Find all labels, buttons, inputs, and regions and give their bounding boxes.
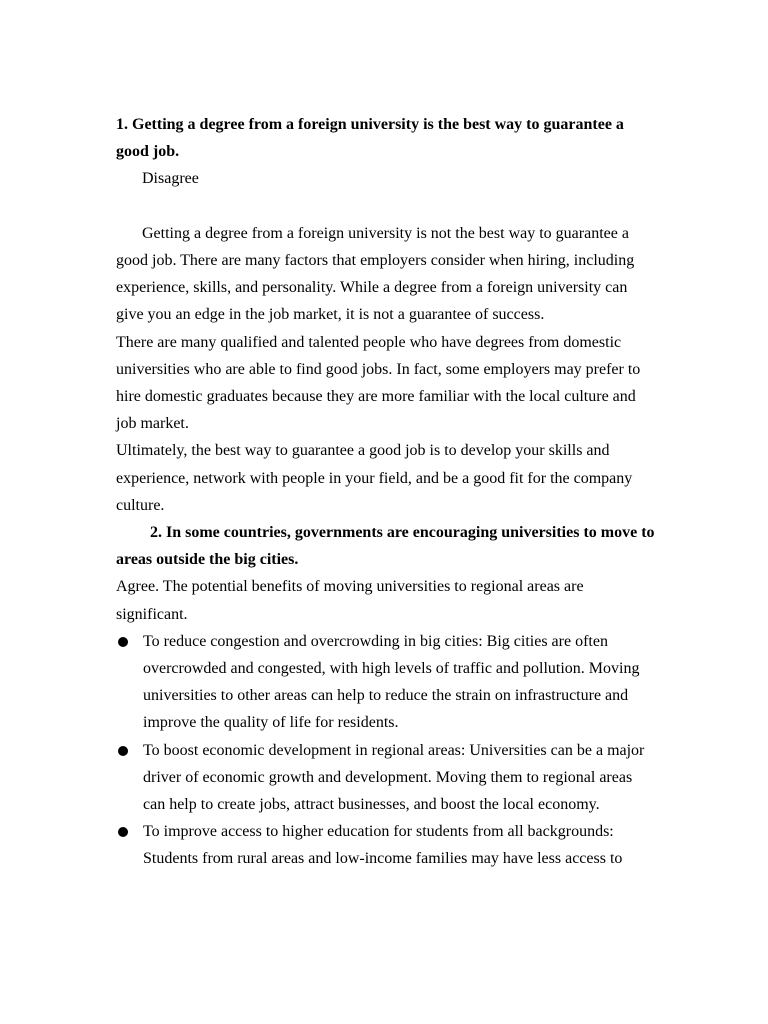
- list-item-text: To reduce congestion and overcrowding in big cities: Big cities are often overcrowded and congested, with high levels of traffic and pollution. Moving universities to other areas can help to reduce the strain on infrastructure and improve the quality of life for residents.: [143, 632, 640, 732]
- bullet-icon: [118, 637, 128, 647]
- question-2-heading: 2. In some countries, governments are encouraging universities to move to areas outside the big cities.: [116, 524, 655, 569]
- question-1-paragraph: Getting a degree from a foreign university is not the best way to guarantee a good job. There are many factors that employers consider when hiring, including experience, skills, and personality. While a degree from a foreign university can give you an edge in the job market, it is not a guarantee of success.: [116, 224, 635, 324]
- paragraph-spacer: [116, 193, 656, 220]
- benefits-list: [116, 628, 656, 873]
- question-1-paragraph: Ultimately, the best way to guarantee a good job is to develop your skills and experience, network with people in your field, and be a good fit for the company culture.: [116, 442, 633, 514]
- question-2-intro: Agree. The potential benefits of moving universities to regional areas are significant.: [116, 578, 584, 623]
- document-page: [116, 111, 656, 873]
- question-1-heading: 1. Getting a degree from a foreign university is the best way to guarantee a good job.: [116, 116, 624, 161]
- list-item-text: To boost economic development in regional areas: Universities can be a major driver of economic growth and development. Moving them to regional areas can help to create jobs, attract businesses, and boost the local economy.: [143, 741, 645, 814]
- list-item: [116, 737, 656, 819]
- question-1-answer: Disagree: [142, 170, 199, 188]
- bullet-icon: [118, 827, 128, 837]
- bullet-icon: [118, 746, 128, 756]
- list-item: [116, 628, 656, 737]
- list-item-text: To improve access to higher education for students from all backgrounds: Students from rural areas and low-income families may have less access to: [143, 823, 623, 868]
- question-1-paragraph: There are many qualified and talented people who have degrees from domestic universities who are able to find good jobs. In fact, some employers may prefer to hire domestic graduates because they are more familiar with the local culture and job market.: [116, 333, 641, 433]
- list-item: [116, 818, 656, 872]
